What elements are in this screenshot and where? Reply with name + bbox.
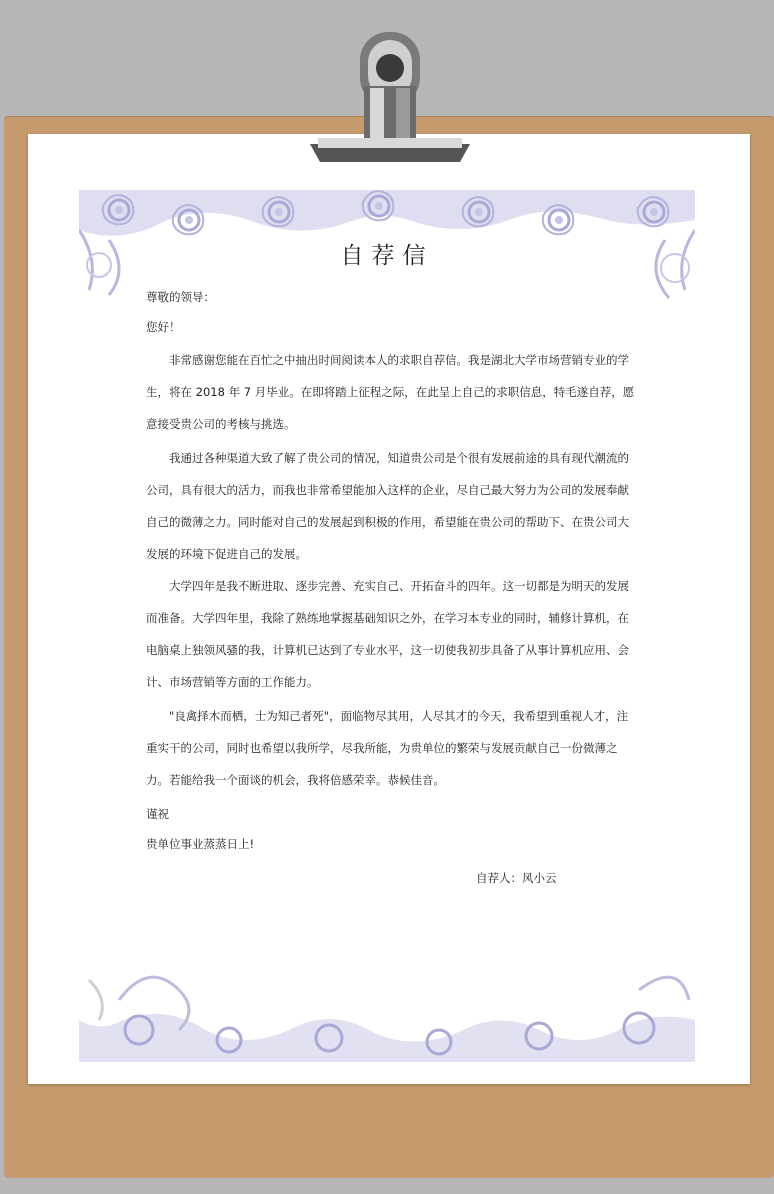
closing-blessing: 贵单位事业蒸蒸日上!: [146, 837, 255, 851]
paragraph-1: 非常感谢您能在百忙之中抽出时间阅读本人的求职自荐信。我是湖北大学市场营销专业的学生，将在 2018 年 7 月毕业。在即将踏上征程之际，在此呈上自己的求职信息，特毛遂自荐，愿意接受贵公司的考核与挑选。: [146, 353, 635, 431]
paragraph-2: 我通过各种渠道大致了解了贵公司的情况，知道贵公司是个很有发展前途的具有现代潮流的公司，具有很大的活力，而我也非常希望能加入这样的企业，尽自己最大努力为公司的发展奉献自己的微薄之力。同时能对自己的发展起到积极的作用，希望能在贵公司的帮助下、在贵公司大发展的环境下促进自己的发展。: [146, 451, 629, 561]
salutation: 尊敬的领导：: [146, 290, 215, 304]
greeting: 您好！: [146, 320, 181, 334]
letter-title: 自荐信: [340, 243, 434, 269]
signature: 自荐人：风小云: [476, 871, 557, 885]
lace-bottom-ornament: [79, 960, 695, 1062]
paragraph-3: 大学四年是我不断进取、逐步完善、充实自己、开拓奋斗的四年。这一切都是为明天的发展而准备。大学四年里，我除了熟练地掌握基础知识之外，在学习本专业的同时，辅修计算机，在电脑桌上独领风骚的我，计算机已达到了专业水平，这一切使我初步具备了从事计算机应用、会计、市场营销等方面的工作能力。: [146, 579, 629, 689]
closing-wish: 谨祝: [146, 807, 169, 821]
binder-clip-icon: [300, 26, 480, 176]
paragraph-4: "良禽择木而栖，士为知己者死"，面临物尽其用，人尽其才的今天，我希望到重视人才，注重实干的公司，同时也希望以我所学，尽我所能，为贵单位的繁荣与发展贡献自己一份微薄之力。若能给我一个面谈的机会，我将倍感荣幸。恭候佳音。: [146, 709, 629, 787]
